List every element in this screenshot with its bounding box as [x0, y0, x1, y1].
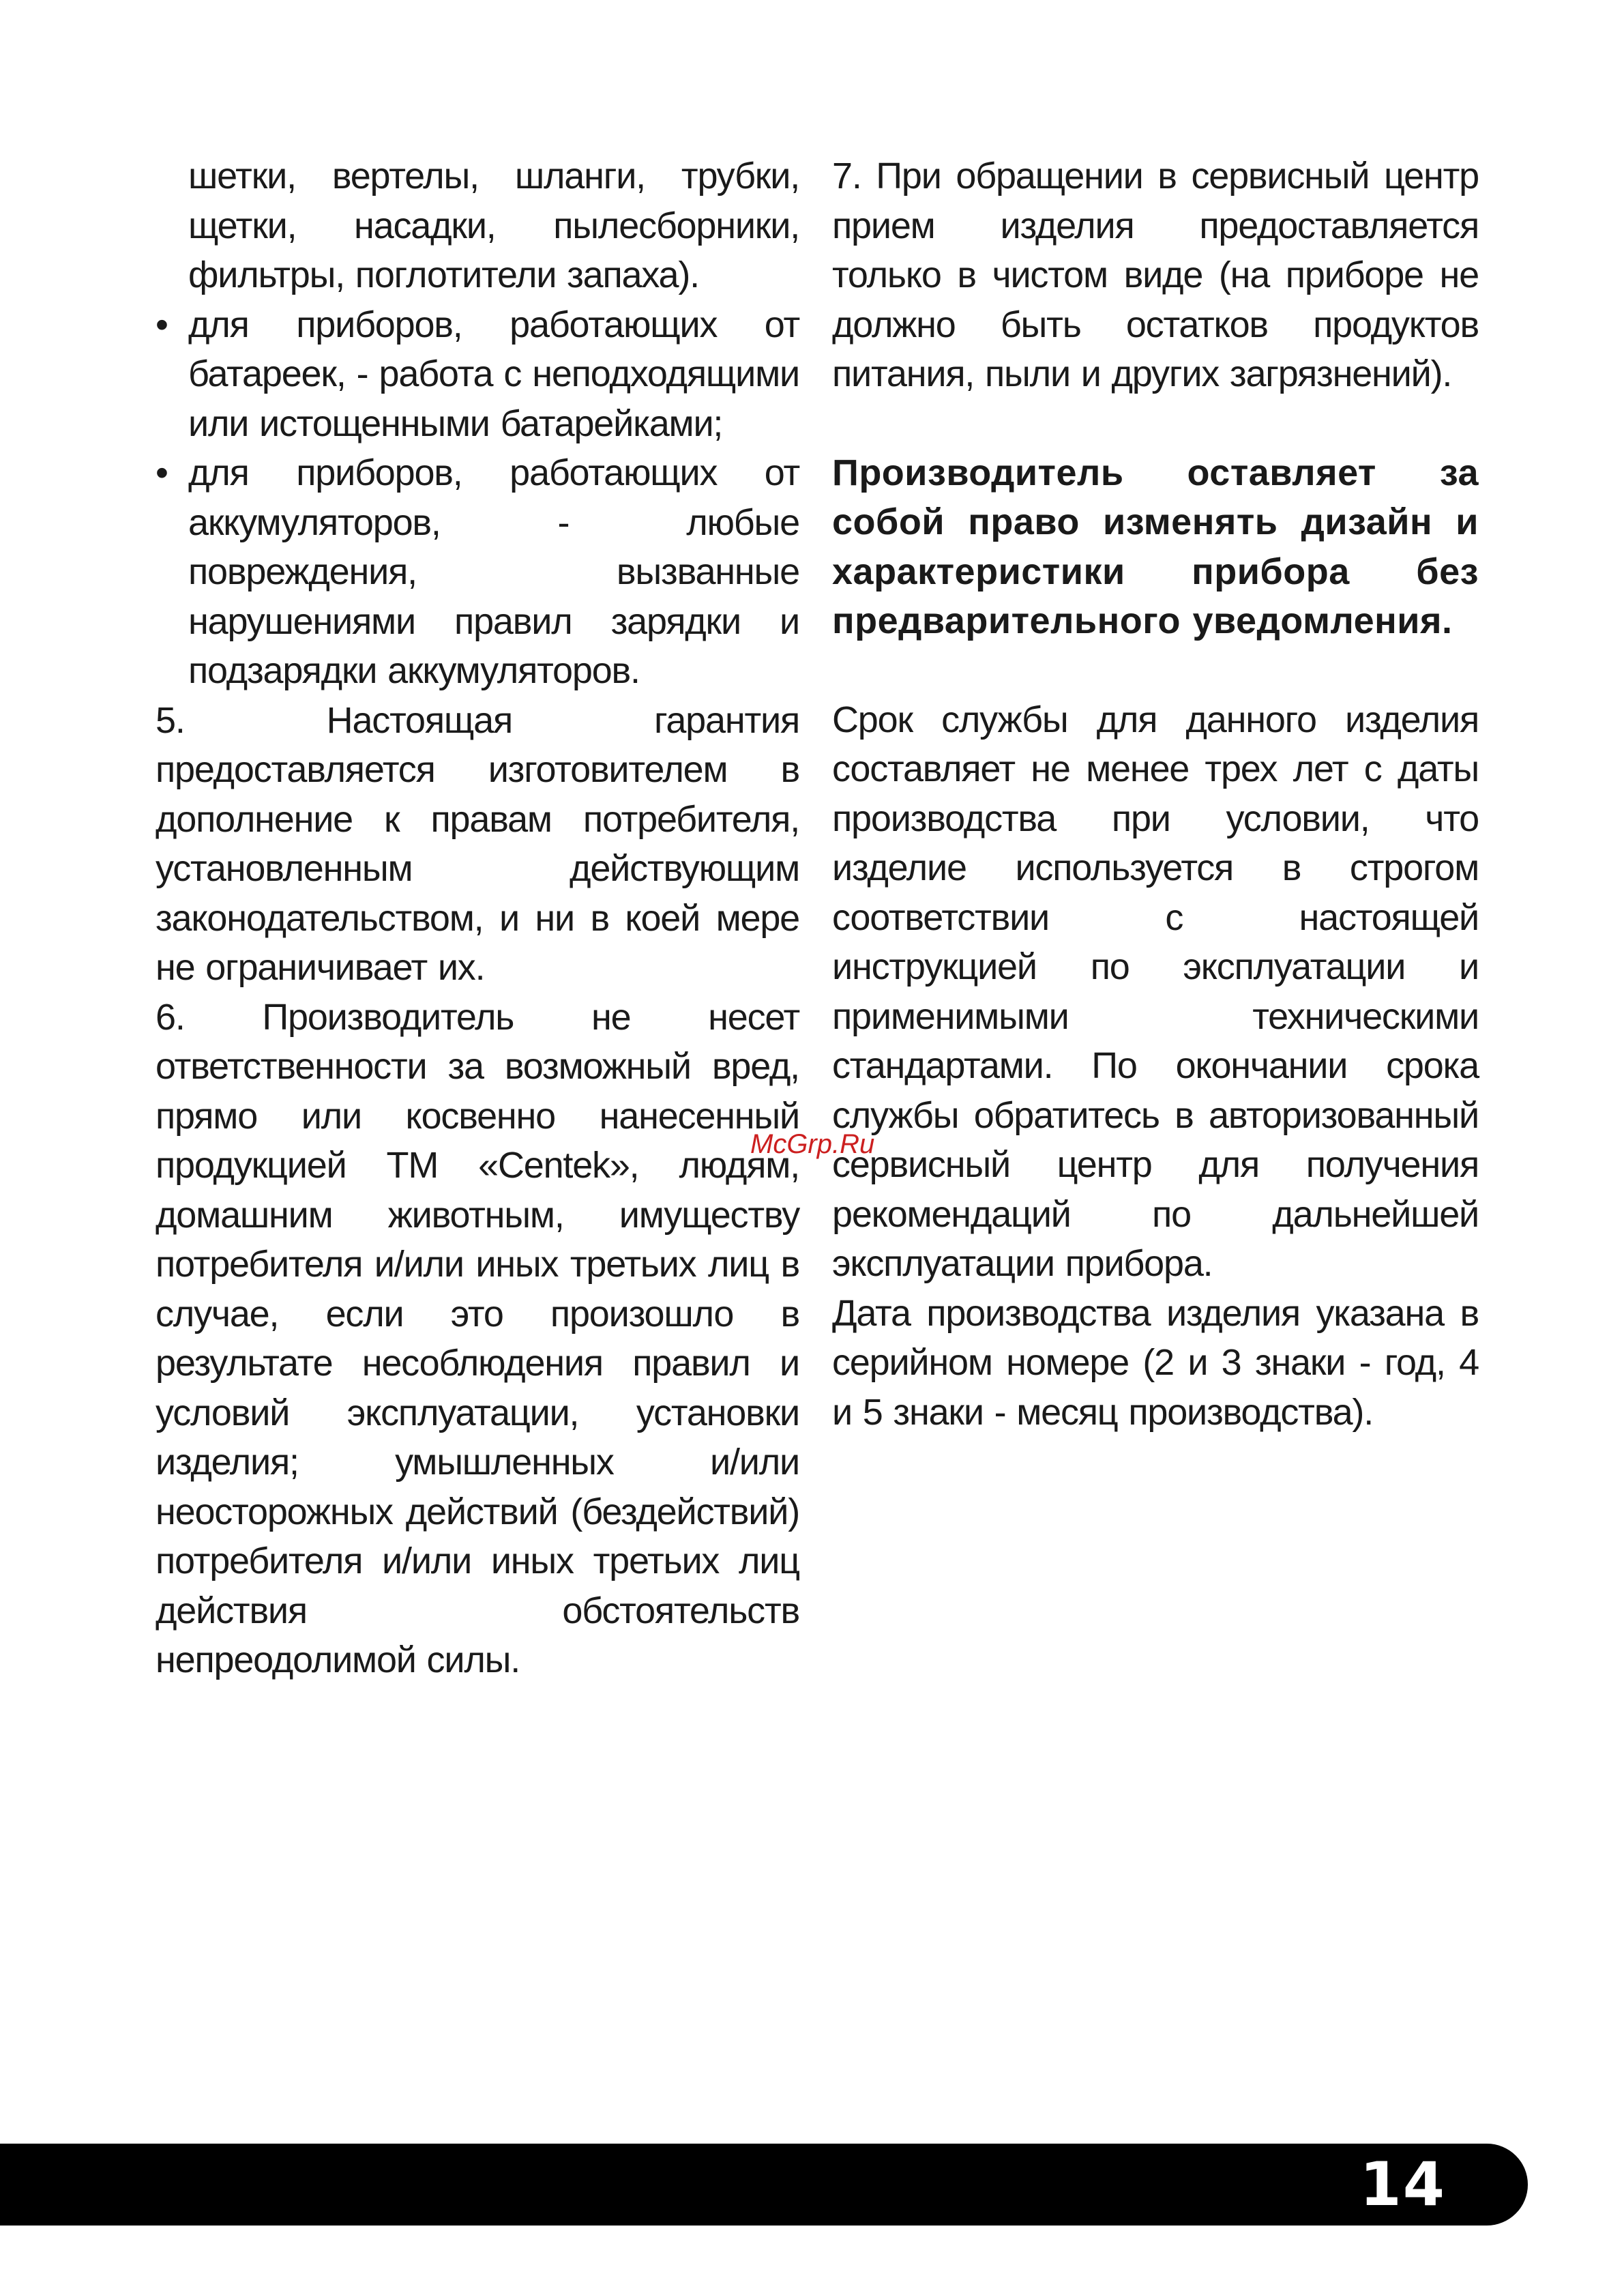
bullet-icon: •	[156, 452, 168, 493]
bullet-item-accumulators	[156, 448, 799, 696]
warranty-item-7: 7. При обращении в сервисный центр прием изделия предоставляется только в чистом виде (на приборе не должно быть остатков продуктов питания, пыли и других загрязнений).	[832, 156, 1479, 394]
warranty-item-6: 6. Производитель не несет ответственности за возможный вред, прямо или косвенно нанесенный продукцией ТМ «Centek», людям, домашним животным, имуществу потребителя и/или иных третьих лиц в случае, если это произошло в результате несоблюдения правил и условий эксплуатации, установки изделия; умышленных и/или неосторожных действий (бездействий) потребителя и/или иных третьих лиц действия обстоятельств непреодолимой силы.	[156, 996, 799, 1680]
warranty-item-5: 5. Настоящая гарантия предоставляется изготовителем в дополнение к правам потребителя, установленным действующим законодательством, и ни в коей мере не ограничивает их.	[156, 699, 799, 988]
left-column	[156, 151, 799, 1685]
service-life-text: Срок службы для данного изделия составляет не менее трех лет с даты производства при условии, что изделие используется в строгом соответствии с настоящей инструкцией по эксплуатации и применимыми техническими стандартами. По окончании срока службы обратитесь в авторизованный сервисный центр для получения рекомендаций по дальнейшей эксплуатации прибора.	[832, 699, 1479, 1284]
right-column	[832, 151, 1479, 1437]
watermark: McGrp.Ru	[750, 1129, 875, 1159]
bullet-item-batteries	[156, 300, 799, 449]
bullet-icon: •	[156, 304, 168, 345]
continuation-text: шетки, вертелы, шланги, трубки, щетки, насадки, пылесборники, фильтры, поглотители запаха).	[188, 156, 799, 295]
production-date-text: Дата производства изделия указана в серийном номере (2 и 3 знаки - год, 4 и 5 знаки - месяц производства).	[832, 1292, 1479, 1433]
page-number: 14	[1359, 2149, 1446, 2219]
bullet-text: для приборов, работающих от аккумуляторов, - любые повреждения, вызванные нарушениями правил зарядки и подзарядки аккумуляторов.	[188, 452, 799, 691]
manufacturer-notice: Производитель оставляет за собой право изменять дизайн и характеристики прибора без предварительного уведомления.	[832, 452, 1479, 641]
bullet-text: для приборов, работающих от батареек, - работа с неподходящими или истощенными батарейками;	[188, 304, 799, 444]
footer-bar	[0, 2144, 1528, 2226]
